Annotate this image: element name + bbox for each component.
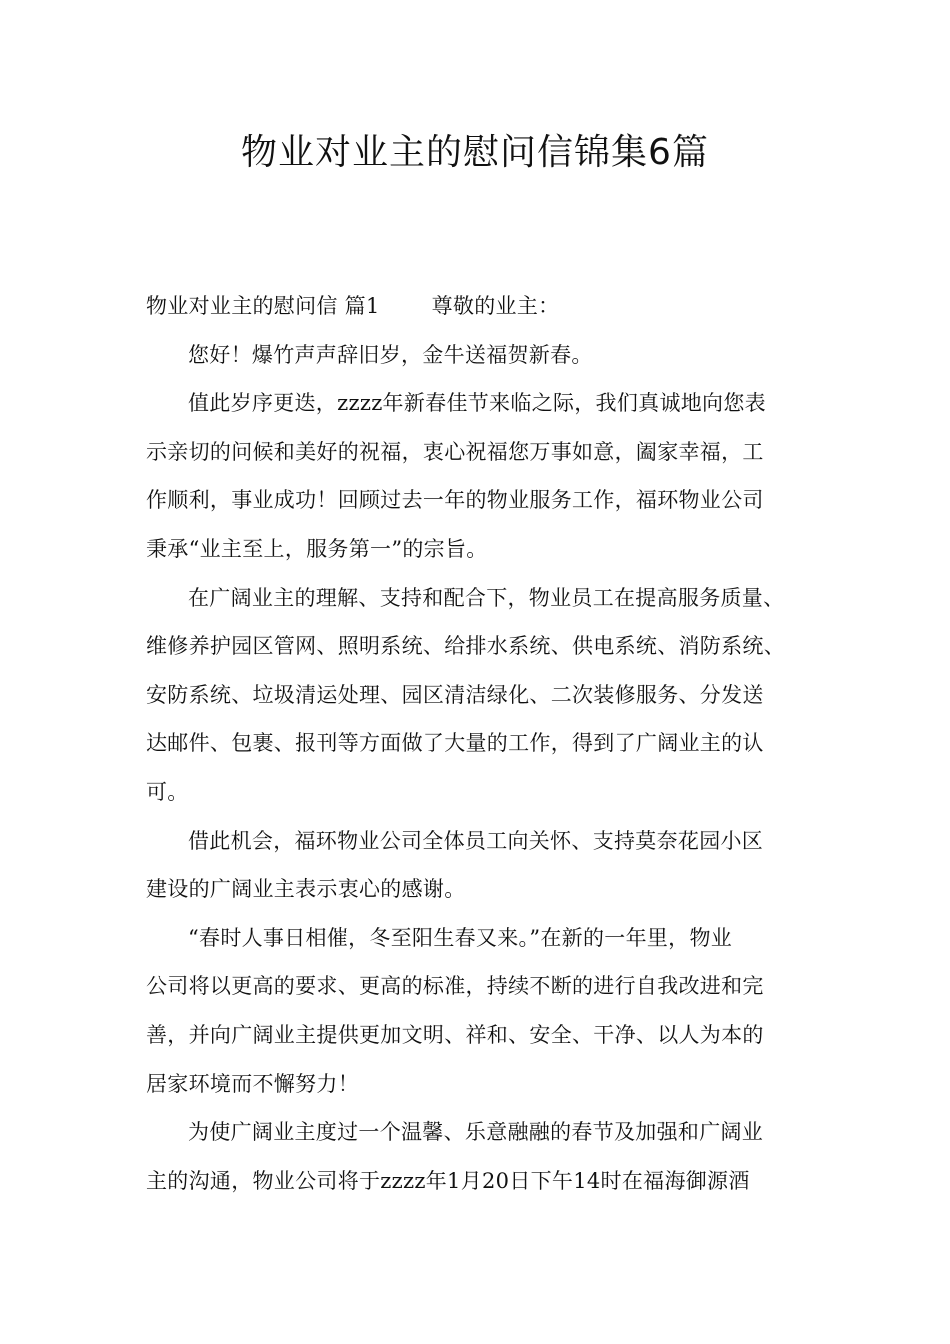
paragraph-line: 借此机会，福环物业公司全体员工向关怀、支持莫奈花园小区	[188, 828, 764, 853]
section-heading: 物业对业主的慰问信 篇1	[146, 294, 380, 318]
paragraph-line: 作顺利，事业成功！回顾过去一年的物业服务工作，福环物业公司	[146, 488, 764, 513]
paragraph-2	[146, 379, 826, 573]
paragraph-1	[146, 331, 826, 380]
heading-line	[146, 282, 826, 331]
paragraph-3	[146, 574, 826, 817]
paragraph-line: 秉承“业主至上，服务第一”的宗旨。	[146, 536, 488, 561]
paragraph-line: 主的沟通，物业公司将于zzzz年1月20日下午14时在福海御源酒	[146, 1168, 750, 1193]
paragraph-line: 在广阔业主的理解、支持和配合下，物业员工在提高服务质量、	[188, 585, 785, 610]
paragraph-line: 您好！爆竹声声辞旧岁，金牛送福贺新春。	[188, 342, 593, 367]
salutation: 尊敬的业主：	[431, 294, 560, 318]
paragraph-5	[146, 914, 826, 1108]
paragraph-line: 居家环境而不懈努力！	[146, 1071, 359, 1096]
paragraph-line: 达邮件、包裹、报刊等方面做了大量的工作，得到了广阔业主的认	[146, 731, 764, 756]
paragraph-line: 示亲切的问候和美好的祝福，衷心祝福您万事如意，阖家幸福，工	[146, 439, 764, 464]
paragraph-line: 值此岁序更迭，zzzz年新春佳节来临之际，我们真诚地向您表	[188, 391, 766, 416]
paragraph-4	[146, 817, 826, 914]
paragraph-line: 善，并向广阔业主提供更加文明、祥和、安全、干净、以人为本的	[146, 1022, 764, 1047]
document-title: 物业对业主的慰问信锦集6篇	[241, 132, 709, 173]
paragraph-line: 安防系统、垃圾清运处理、园区清洁绿化、二次装修服务、分发送	[146, 682, 764, 707]
paragraph-6	[146, 1108, 826, 1205]
paragraph-line: 为使广阔业主度过一个温馨、乐意融融的春节及加强和广阔业	[188, 1120, 764, 1145]
paragraph-line: “春时人事日相催，冬至阳生春又来。”在新的一年里，物业	[188, 925, 733, 950]
paragraph-line: 可。	[146, 779, 189, 804]
paragraph-line: 建设的广阔业主表示衷心的感谢。	[146, 877, 466, 902]
paragraph-line: 公司将以更高的要求、更高的标准，持续不断的进行自我改进和完	[146, 974, 764, 999]
paragraph-line: 维修养护园区管网、照明系统、给排水系统、供电系统、消防系统、	[146, 634, 785, 659]
document-body	[146, 282, 826, 1205]
